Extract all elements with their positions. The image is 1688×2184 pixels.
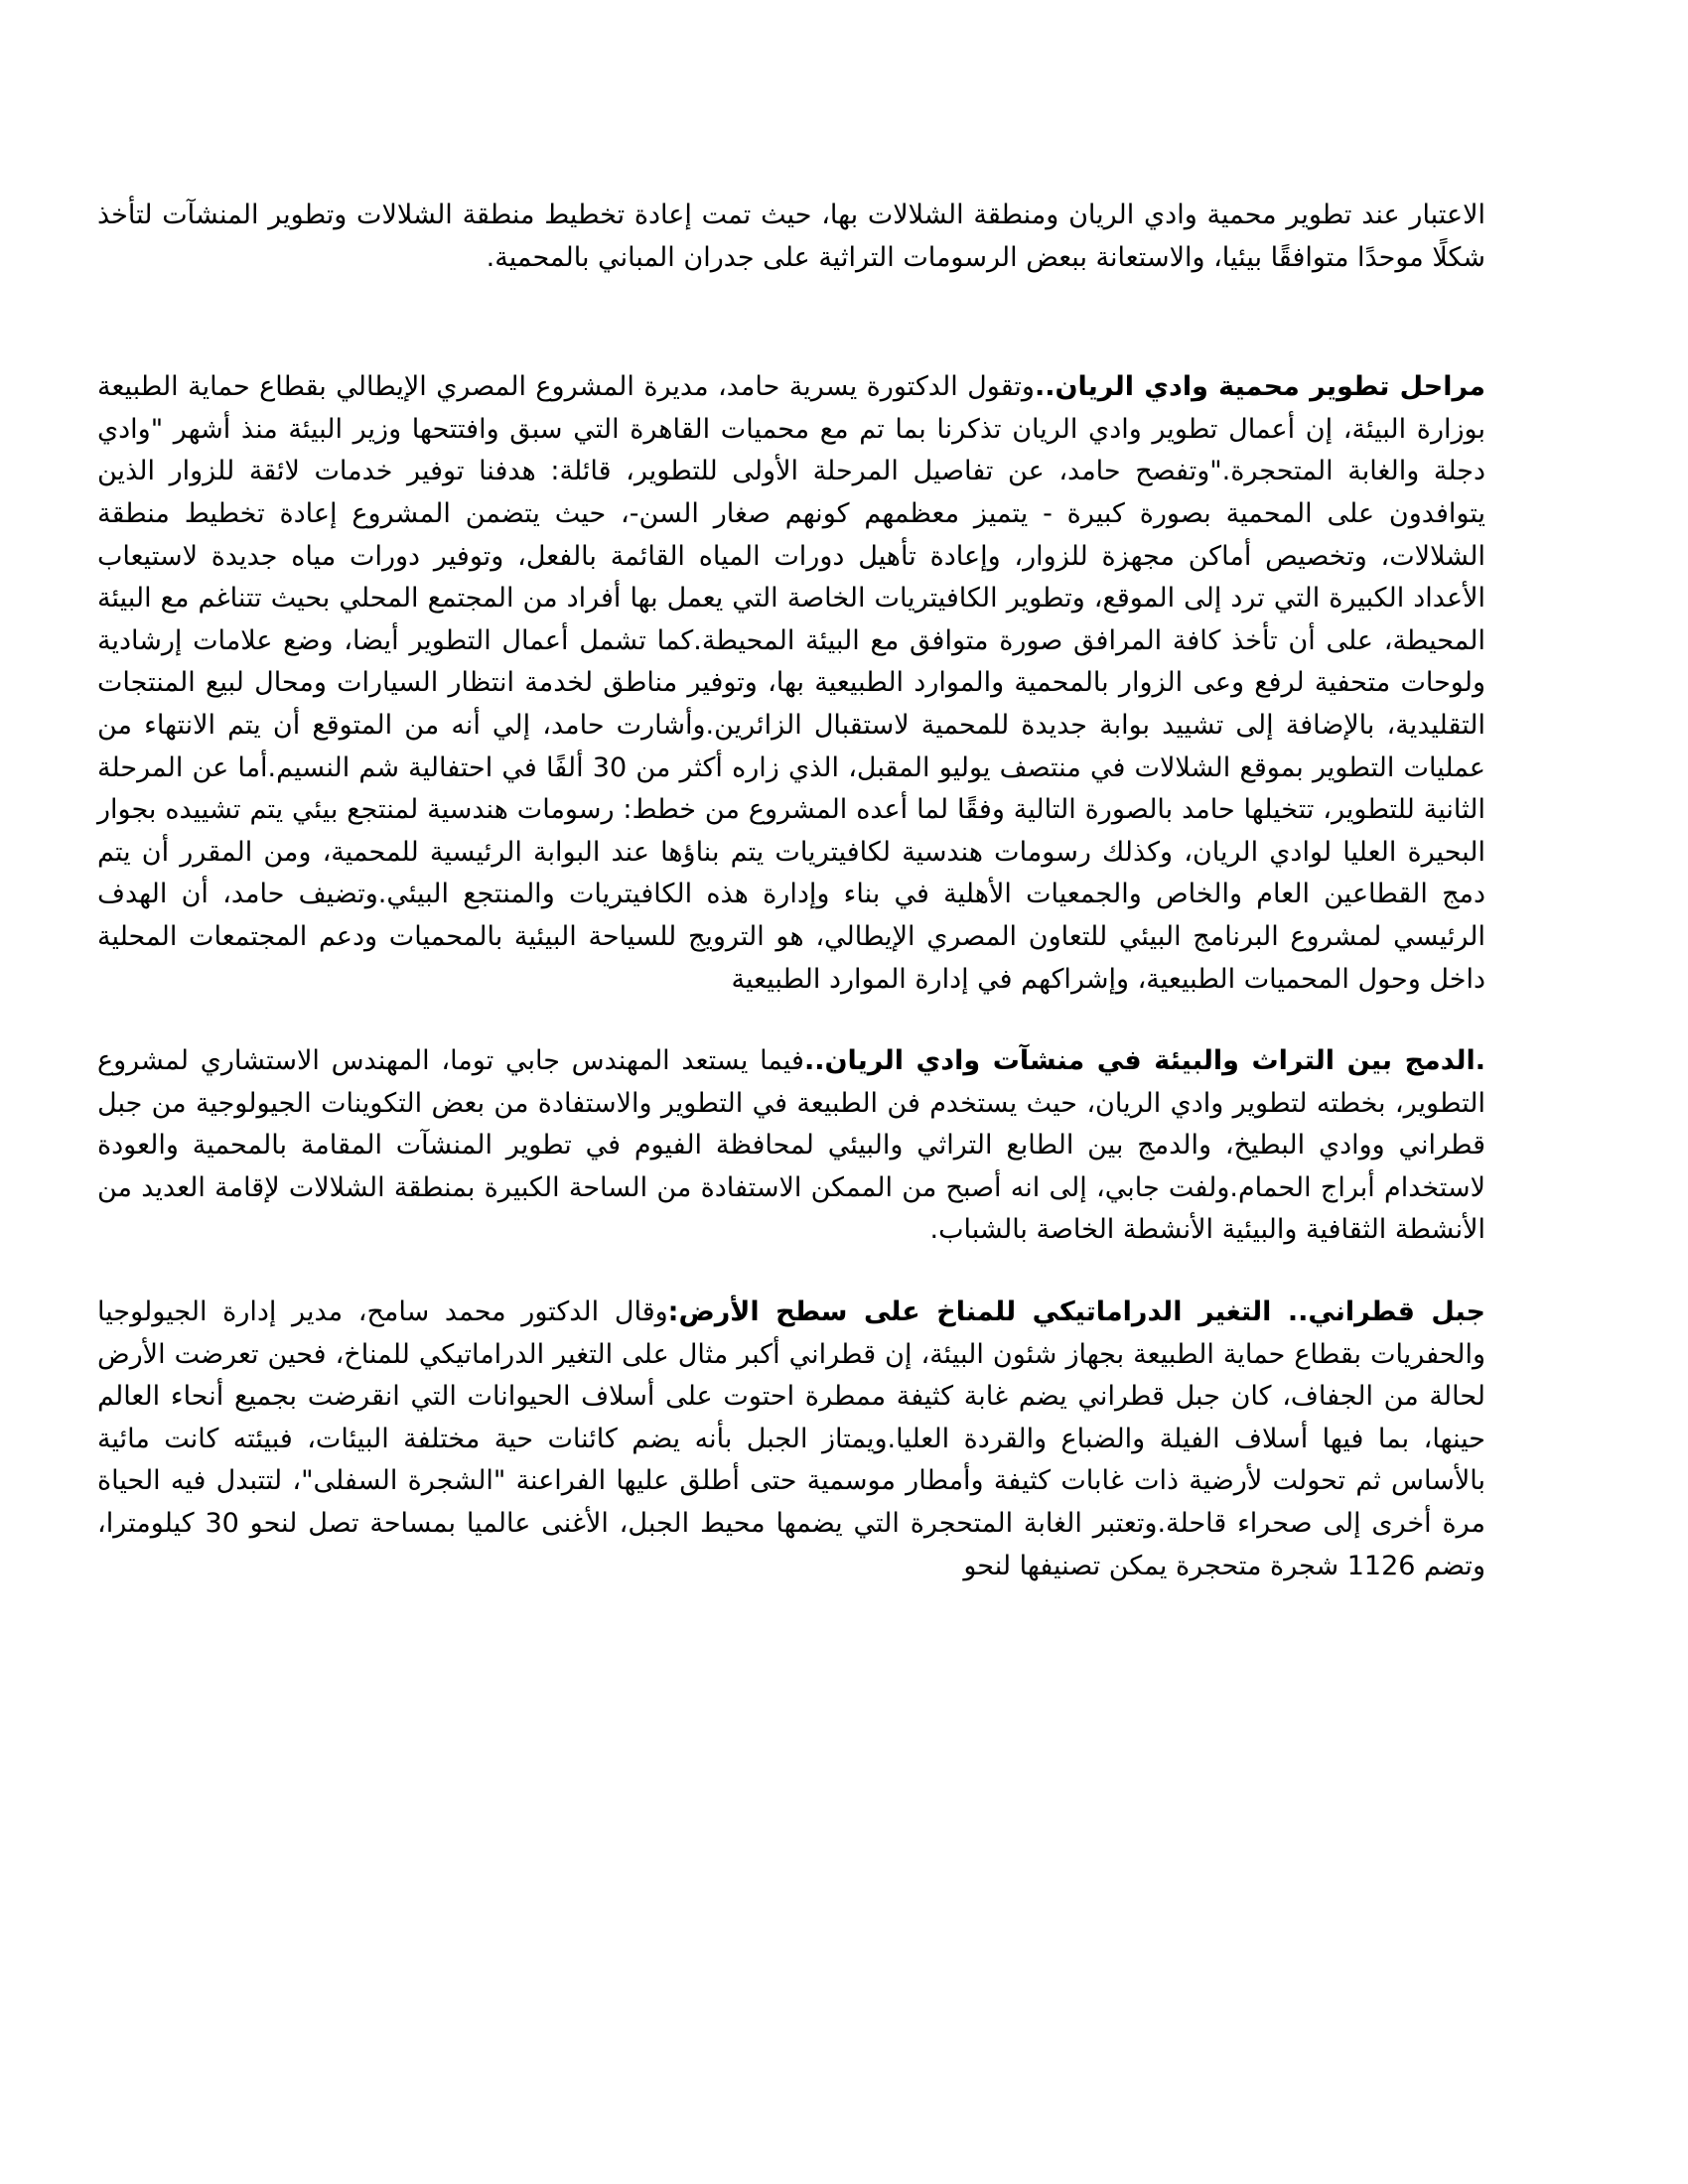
- paragraph-heading: جبل قطراني.. التغير الدراماتيكي للمناخ على سطح الأرض:: [667, 1297, 1485, 1328]
- paragraph-text: فيما يستعد المهندس جابي توما، المهندس الاستشاري لمشروع التطوير، بخطته لتطوير وادي الريان، حيث يستخدم فن الطبيعة في التطوير والاستفادة من بعض التكوينات الجيولوجية من جبل قطراني ووادي البطيخ، والدمج بين الطابع التراثي والبيئي لمحافظة الفيوم في تطوير المنشآت المقامة بالمحمية والعودة لاستخدام أبراج الحمام.ولفت جابي، إلى انه أصبح من الممكن الاستفادة من الساحة الكبيرة بمنطقة الشلالات لإقامة العديد من الأنشطة الثقافية والبيئية الأنشطة الخاصة بالشباب.: [97, 1045, 1485, 1246]
- paragraph-text: وتقول الدكتورة يسرية حامد، مديرة المشروع المصري الإيطالي بقطاع حماية الطبيعة بوزارة البيئة، إن أعمال تطوير وادي الريان تذكرنا بما تم مع محميات القاهرة التي سبق وافتتحها وزير البيئة منذ أشهر "وادي دجلة والغابة المتحجرة."وتفصح حامد، عن تفاصيل المرحلة الأولى للتطوير، قائلة: هدفنا توفير خدمات لائقة للزوار الذين يتوافدون على المحمية بصورة كبيرة - يتميز معظمهم كونهم صغار السن-، حيث يتضمن المشروع إعادة تخطيط منطقة الشلالات، وتخصيص أماكن مجهزة للزوار، وإعادة تأهيل دورات المياه القائمة بالفعل، وتوفير دورات مياه جديدة لاستيعاب الأعداد الكبيرة التي ترد إلى الموقع، وتطوير الكافيتريات الخاصة التي يعمل بها أفراد من المجتمع المحلي بحيث تتناغم مع البيئة المحيطة، على أن تأخذ كافة المرافق صورة متوافق مع البيئة المحيطة.كما تشمل أعمال التطوير أيضا، وضع علامات إرشادية ولوحات متحفية لرفع وعى الزوار بالمحمية والموارد الطبيعية بها، وتوفير مناطق لخدمة انتظار السيارات ومحال لبيع المنتجات التقليدية، بالإضافة إلى تشييد بوابة جديدة للمحمية لاستقبال الزائرين.وأشارت حامد، إلي أنه من المتوقع أن يتم الانتهاء من عمليات التطوير بموقع الشلالات في منتصف يوليو المقبل، الذي زاره أكثر من 30 ألفًا في احتفالية شم النسيم.أما عن المرحلة الثانية للتطوير، تتخيلها حامد بالصورة التالية وفقًا لما أعده المشروع من خطط: رسومات هندسية لمنتجع بيئي يتم تشييده بجوار البحيرة العليا لوادي الريان، وكذلك رسومات هندسية لكافيتريات يتم بناؤها عند البوابة الرئيسية للمحمية، ومن المقرر أن يتم دمج القطاعين العام والخاص والجمعيات الأهلية في بناء وإدارة هذه الكافيتريات والمنتجع البيئي.وتضيف حامد، أن الهدف الرئيسي لمشروع البرنامج البيئي للتعاون المصري الإيطالي، هو الترويج للسياحة البيئية بالمحميات ودعم المجتمعات المحلية داخل وحول المحميات الطبيعية، وإشراكهم في إدارة الموارد الطبيعية: [97, 371, 1486, 995]
- paragraph-heading: .الدمج بين التراث والبيئة في منشآت وادي الريان..: [803, 1045, 1485, 1077]
- paragraph-text: الاعتبار عند تطوير محمية وادي الريان ومنطقة الشلالات بها، حيث تمت إعادة تخطيط منطقة الشلالات وتطوير المنشآت لتأخذ شكلًا موحدًا متوافقًا بيئيا، والاستعانة ببعض الرسومات التراثية على جدران المباني بالمحمية.: [97, 200, 1485, 273]
- paragraph-spacer: [97, 1252, 1485, 1292]
- paragraph-heritage-environment: [97, 1040, 1485, 1252]
- paragraph-development-stages: [97, 366, 1485, 1001]
- paragraph-spacer: [97, 279, 1485, 366]
- paragraph-heading: مراحل تطوير محمية وادي الريان..: [1034, 371, 1485, 403]
- paragraph-qatrani-mountain: [97, 1292, 1485, 1587]
- article-body: [97, 195, 1485, 1587]
- paragraph-text: وقال الدكتور محمد سامح، مدير إدارة الجيولوجيا والحفريات بقطاع حماية الطبيعة بجهاز شئون البيئة، إن قطراني أكبر مثال على التغير الدراماتيكي للمناخ، فحين تعرضت الأرض لحالة من الجفاف، كان جبل قطراني يضم غابة كثيفة ممطرة احتوت على أسلاف الحيوانات التي انقرضت بجميع أنحاء العالم حينها، بما فيها أسلاف الفيلة والضباع والقردة العليا.ويمتاز الجبل بأنه يضم كائنات حية مختلفة البيئات، فبيئته كانت مائية بالأساس ثم تحولت لأرضية ذات غابات كثيفة وأمطار موسمية حتى أطلق عليها الفراعنة "الشجرة السفلى"، لتتبدل فيه الحياة مرة أخرى إلى صحراء قاحلة.وتعتبر الغابة المتحجرة التي يضمها محيط الجبل، الأغنى عالميا بمساحة تصل لنحو 30 كيلومترا، وتضم 1126 شجرة متحجرة يمكن تصنيفها لنحو: [97, 1297, 1485, 1581]
- paragraph-spacer: [97, 1001, 1485, 1040]
- paragraph-intro: [97, 195, 1485, 279]
